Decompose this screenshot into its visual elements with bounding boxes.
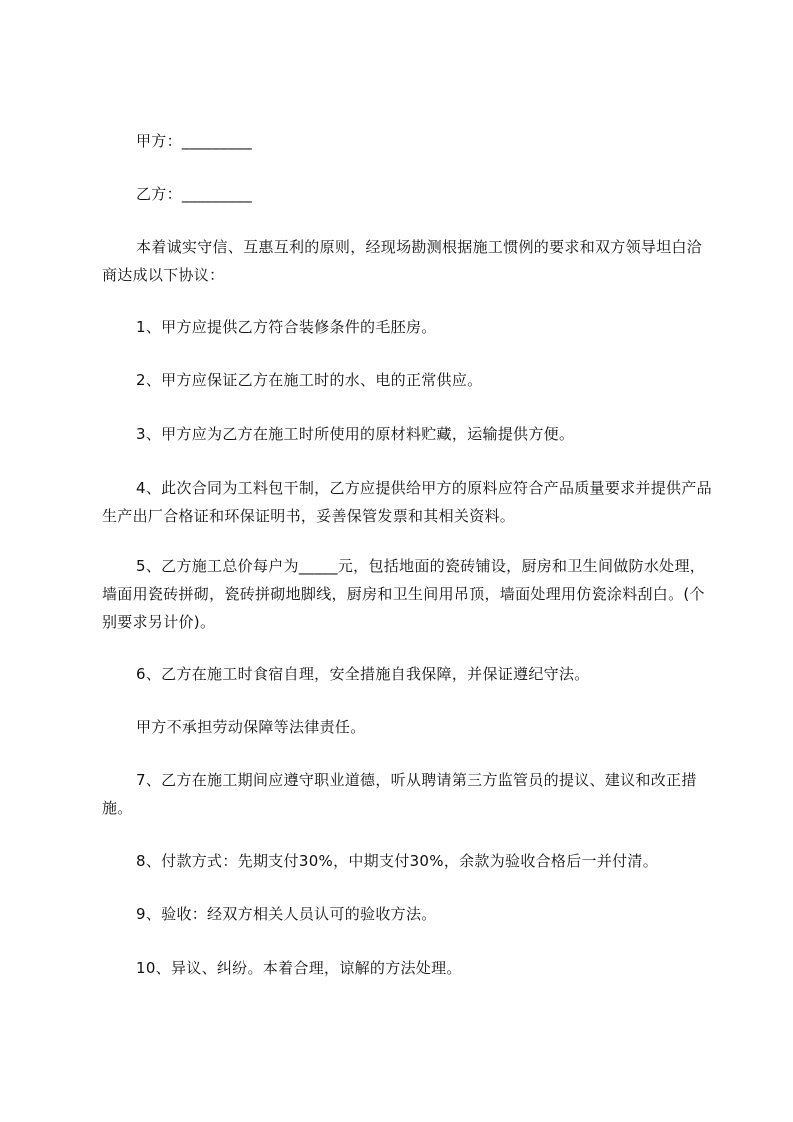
clause-9: 9、验收：经双方相关人员认可的验收方法。: [136, 905, 437, 923]
clause-2: 2、甲方应保证乙方在施工时的水、电的正常供应。: [136, 371, 483, 389]
clause-3: 3、甲方应为乙方在施工时所使用的原材料贮藏，运输提供方便。: [136, 425, 575, 443]
clause-6-note: 甲方不承担劳动保障等法律责任。: [136, 718, 366, 736]
clause-5: 5、乙方施工总价每户为_____元，包括地面的瓷砖铺设，厨房和卫生间做防水处理，墙面用瓷砖拼砌，瓷砖拼砌地脚线，厨房和卫生间用吊顶，墙面处理用仿瓷涂料刮白。(个别要求另计价)。: [102, 557, 706, 631]
clause-6: 6、乙方在施工时食宿自理，安全措施自我保障，并保证遵纪守法。: [136, 665, 590, 683]
party-a-line: 甲方：_________: [136, 132, 253, 150]
clause-4: 4、此次合同为工料包干制，乙方应提供给甲方的原料应符合产品质量要求并提供产品生产出厂合格证和环保证明书，妥善保管发票和其相关资料。: [102, 479, 712, 525]
party-b-line: 乙方：_________: [136, 185, 253, 203]
clause-8: 8、付款方式：先期支付30%，中期支付30%，余款为验收合格后一并付清。: [136, 852, 659, 870]
clause-1: 1、甲方应提供乙方符合装修条件的毛胚房。: [136, 318, 437, 336]
clause-7: 7、乙方在施工期间应遵守职业道德，听从聘请第三方监管员的提议、建议和改正措施。: [102, 771, 697, 817]
clause-10: 10、异议、纠纷。本着合理，谅解的方法处理。: [136, 959, 462, 977]
intro-paragraph: 本着诚实守信、互惠互利的原则，经现场勘测根据施工惯例的要求和双方领导坦白洽商达成以下协议：: [102, 238, 703, 284]
